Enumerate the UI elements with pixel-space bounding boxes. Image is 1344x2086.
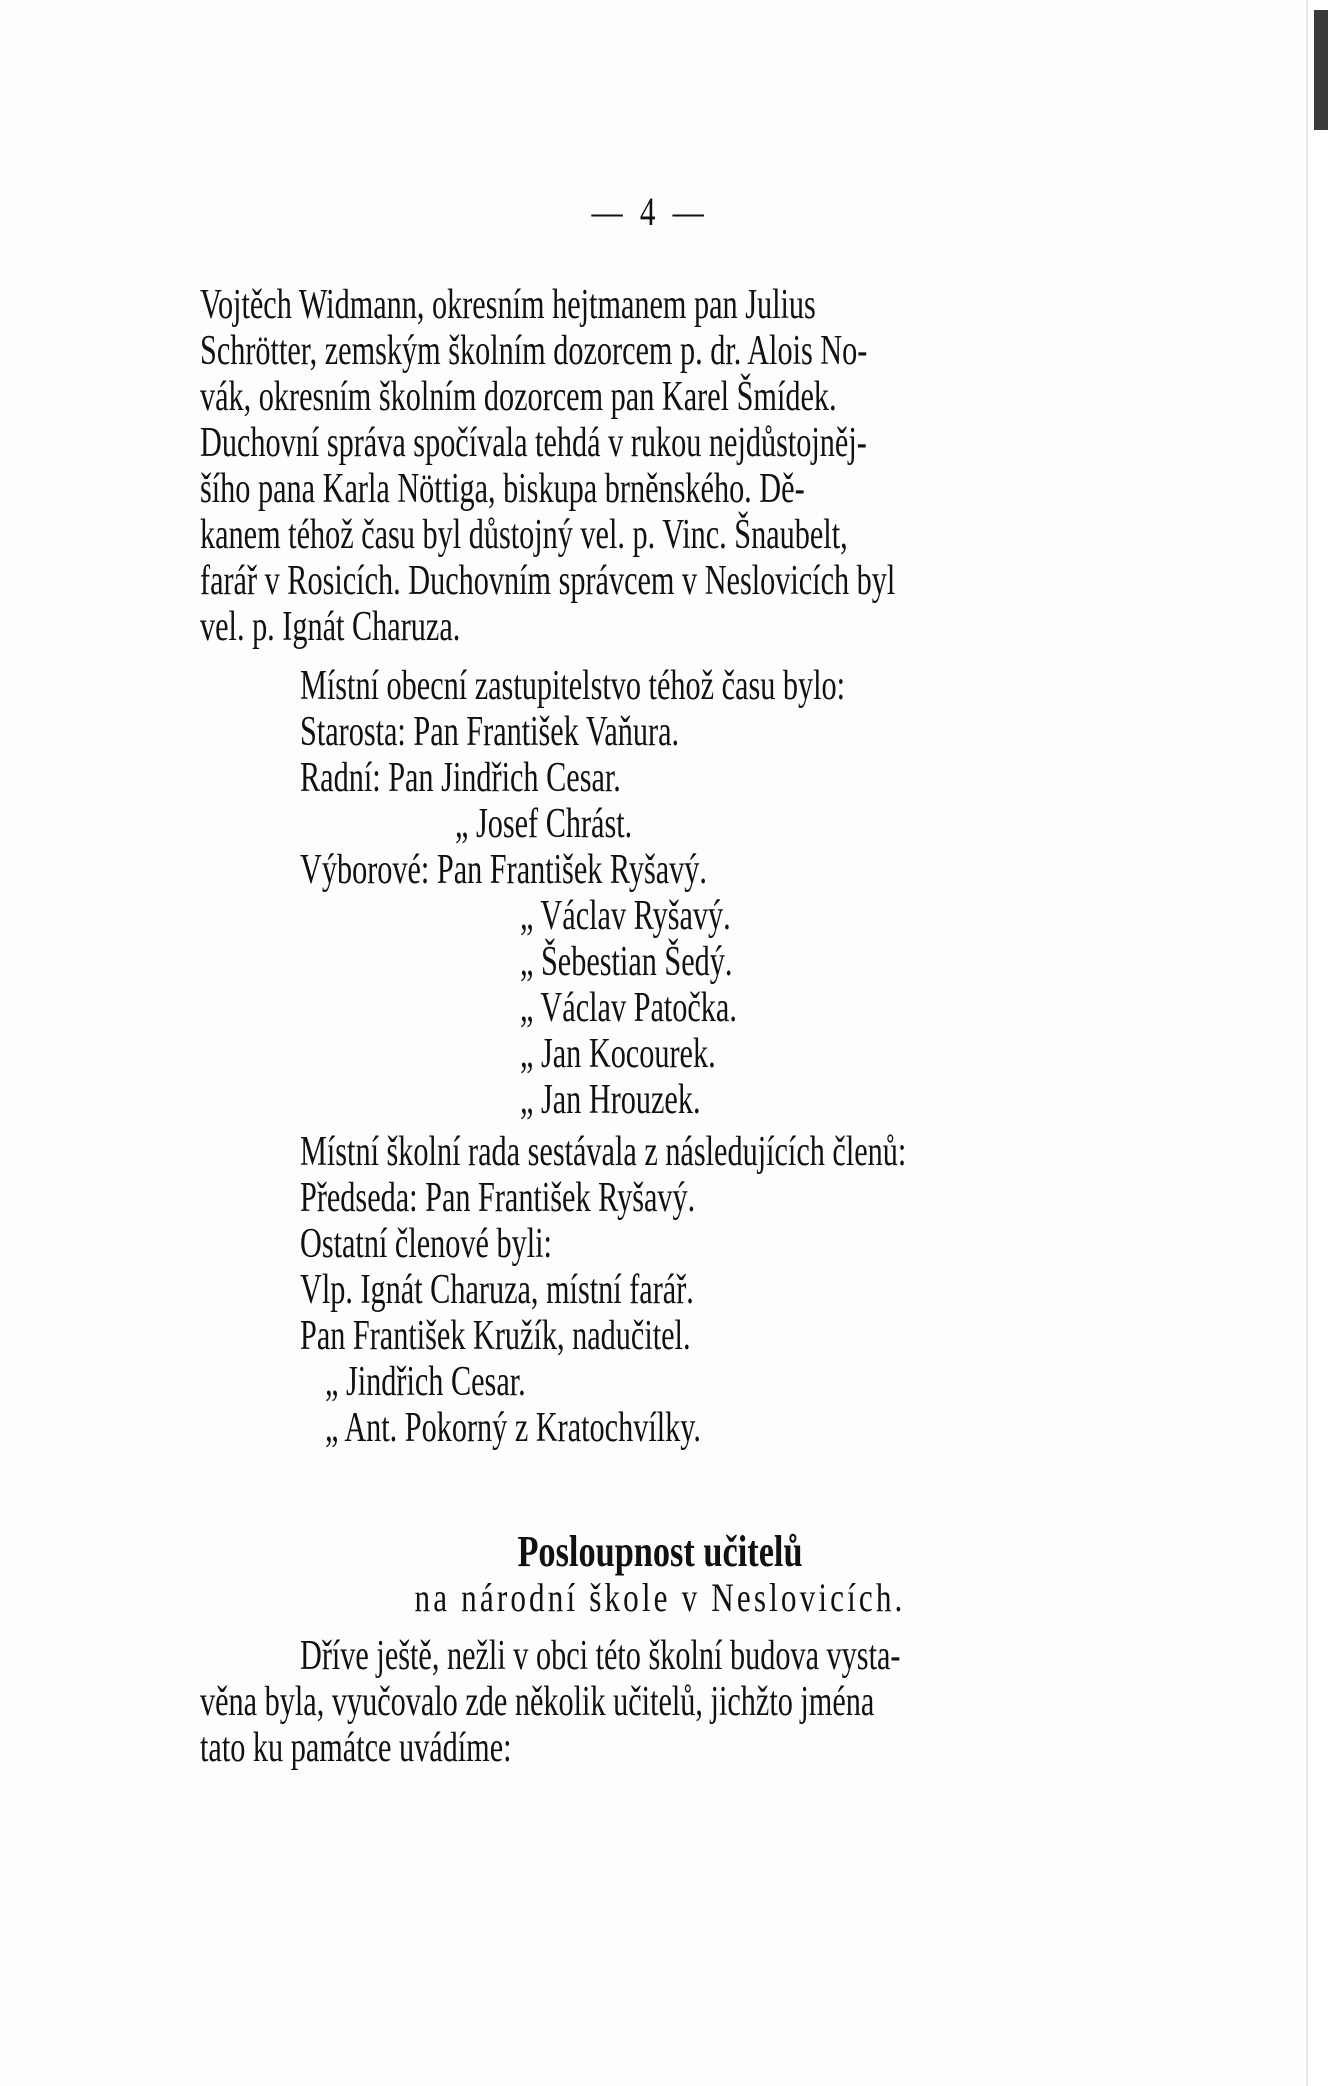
page-number: — 4 — bbox=[591, 189, 709, 234]
council-line: „ Václav Ryšavý. bbox=[520, 893, 731, 939]
council-line: Radní: Pan Jindřich Cesar. bbox=[300, 755, 621, 801]
council-line: Výborové: Pan František Ryšavý. bbox=[300, 847, 707, 893]
council-line: „ Šebestian Šedý. bbox=[520, 939, 733, 985]
school-council-line: Předseda: Pan František Ryšavý. bbox=[300, 1175, 696, 1221]
text-line: Duchovní správa spočívala tehdá v rukou nejdůstojněj- bbox=[200, 420, 867, 466]
school-council-line: Ostatní členové byli: bbox=[300, 1221, 552, 1267]
text-line: vák, okresním školním dozorcem pan Karel Šmídek. bbox=[200, 374, 837, 420]
school-council-line: „ Jindřich Cesar. bbox=[325, 1359, 526, 1405]
text-line: Dříve ještě, nežli v obci této školní budova vysta- bbox=[300, 1633, 901, 1679]
school-council-intro: Místní školní rada sestávala z následujících členů: bbox=[300, 1129, 907, 1175]
school-council-line: „ Ant. Pokorný z Kratochvílky. bbox=[325, 1405, 701, 1451]
council-line: „ Jan Hrouzek. bbox=[520, 1077, 701, 1123]
page-edge bbox=[1306, 0, 1344, 2086]
binding-mark bbox=[1314, 10, 1328, 130]
council-line: „ Jan Kocourek. bbox=[520, 1031, 716, 1077]
council-line: „ Václav Patočka. bbox=[520, 985, 737, 1031]
council-line: „ Josef Chrást. bbox=[455, 801, 633, 847]
school-council-line: Vlp. Ignát Charuza, místní farář. bbox=[300, 1267, 694, 1313]
council-intro: Místní obecní zastupitelstvo téhož času bylo: bbox=[300, 663, 846, 709]
text-line-content: Vojtěch Widmann, okresním hejtmanem pan Julius bbox=[200, 282, 816, 328]
council-line: Starosta: Pan František Vaňura. bbox=[300, 709, 680, 755]
text-line: Schrötter, zemským školním dozorcem p. dr. Alois No- bbox=[200, 328, 868, 374]
text-line: vel. p. Ignát Charuza. bbox=[200, 604, 461, 650]
text-line: farář v Rosicích. Duchovním správcem v Neslovicích byl bbox=[200, 558, 896, 604]
text-line bbox=[200, 283, 1175, 327]
text-line: kanem téhož času byl důstojný vel. p. Vinc. Šnaubelt, bbox=[200, 512, 848, 558]
section-title: Posloupnost učitelů bbox=[517, 1527, 803, 1576]
text-line: věna byla, vyučovalo zde několik učitelů, jichžto jména bbox=[200, 1679, 875, 1725]
school-council-line: Pan František Kružík, nadučitel. bbox=[300, 1313, 691, 1359]
section-subtitle: na národní škole v Neslovicích. bbox=[414, 1575, 906, 1620]
text-line: šího pana Karla Nöttiga, biskupa brněnského. Dě- bbox=[200, 466, 805, 512]
text-line: tato ku památce uvádíme: bbox=[200, 1725, 512, 1771]
